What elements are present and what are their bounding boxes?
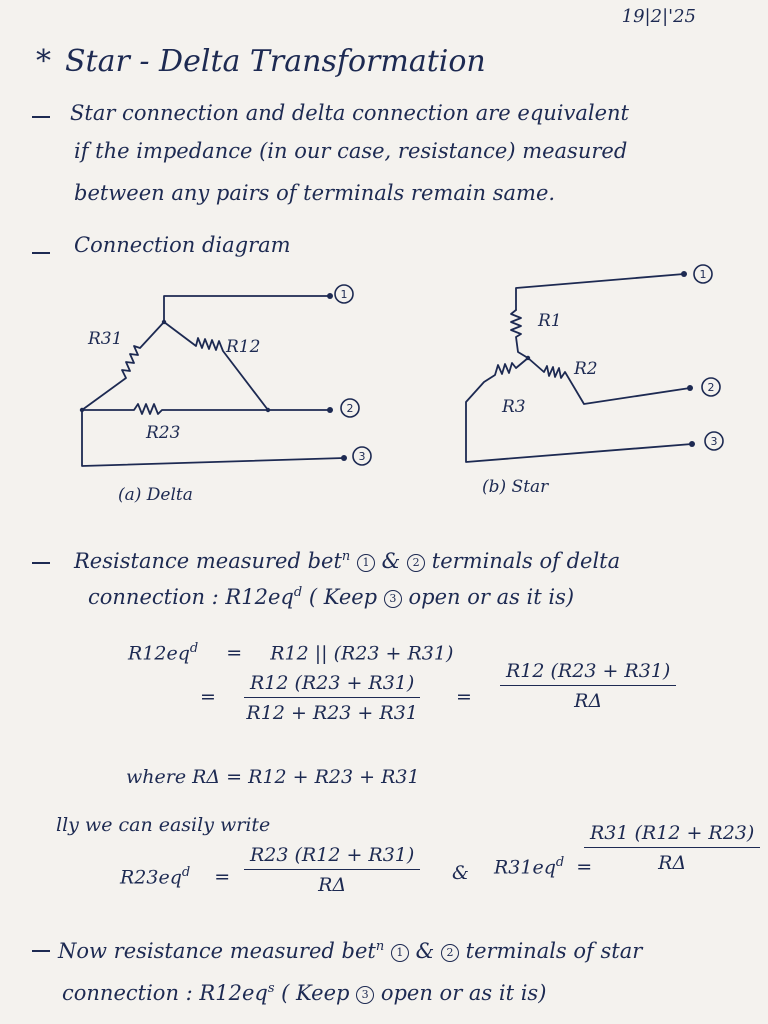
equation-3-lhs: $R23eq^d$ = [120,865,231,889]
equation-1: $R12eq^d = R12$ || (R23 + R31) [128,641,454,665]
label-r12: R12 [226,337,261,357]
delta-line-2: connection : $R12eq^d$ ( Keep 3 open or as it is) [88,585,575,609]
bullet-dash [32,562,50,564]
bullet-dash [32,950,50,952]
delta-circuit [82,296,344,466]
label-r23: R23 [146,423,181,443]
terminal-dot [327,293,333,299]
terminal-ref-2: 2 [407,554,425,572]
intro-line-4: Connection diagram [74,233,291,257]
star-terminal-2-label: 2 [707,381,715,394]
equation-3-amp: & [452,862,469,884]
star-caption: (b) Star [482,477,549,497]
date: 19|2|'25 [621,6,696,27]
resistor-r12 [164,322,268,410]
terminal-dot [341,455,347,461]
resistor-r2 [528,358,690,404]
terminal-ref-3: 3 [356,986,374,1004]
label-r31: R31 [88,329,123,349]
terminal-dot [687,385,693,391]
star-wire-1 [516,274,684,310]
intro-line-3: between any pairs of terminals remain same. [74,181,556,205]
label-r2: R2 [574,359,598,379]
terminal-dot [327,407,333,413]
terminal-ref-1: 1 [391,944,409,962]
delta-wire-1 [164,296,330,322]
fraction-3: $\frac{R23 (R12 + R31)}{R\Delta}$ [244,844,420,896]
fraction-4: $\frac{R31 (R12 + R23)}{R\Delta}$ [584,822,760,874]
resistor-r1 [511,310,528,358]
terminal-ref-3: 3 [384,590,402,608]
title-bullet: * [36,44,51,79]
junction-dot [162,320,166,324]
title-text: Star - Delta Transformation [65,44,486,79]
equation-2-eq2: = [456,686,472,708]
intro-line-1: Star connection and delta connection are equivalent [70,101,629,125]
fraction-1: $\frac{R12 (R23 + R31)}{R12 + R23 + R31}$ [244,672,420,724]
where-line: where RΔ = R12 + R23 + R31 [126,766,420,788]
label-r1: R1 [538,311,562,331]
delta-terminal-3-label: 3 [358,450,366,463]
star-terminal-1-label: 1 [699,268,707,281]
resistor-r23 [82,404,268,414]
similarly-line: lly we can easily write [56,814,271,836]
terminal-ref-2: 2 [441,944,459,962]
junction-dot [80,408,84,412]
equation-4-lhs: $R31eq^d$ = [494,855,593,879]
label-r3: R3 [502,397,526,417]
delta-wire-3 [82,410,344,466]
intro-line-2: if the impedance (in our case, resistance) measured [74,139,628,163]
delta-terminal-1-label: 1 [340,288,348,301]
delta-line-1: Resistance measured bet$^n$ 1 & 2 terminals of delta [74,549,621,573]
equation-2-eq: = [200,686,216,708]
delta-terminal-2-label: 2 [346,402,354,415]
terminal-ref-1: 1 [357,554,375,572]
star-line-1: Now resistance measured bet$^n$ 1 & 2 terminals of star [58,939,643,963]
terminal-dot [689,441,695,447]
delta-caption: (a) Delta [118,485,193,505]
terminal-dot [681,271,687,277]
star-line-2: connection : $R12eq^s$ ( Keep 3 open or as it is) [62,981,547,1005]
junction-dot [266,408,270,412]
terminal-circles [335,265,723,465]
fraction-2: $\frac{R12 (R23 + R31)}{R\Delta}$ [500,660,676,712]
star-terminal-3-label: 3 [710,435,718,448]
junction-dot [526,356,530,360]
